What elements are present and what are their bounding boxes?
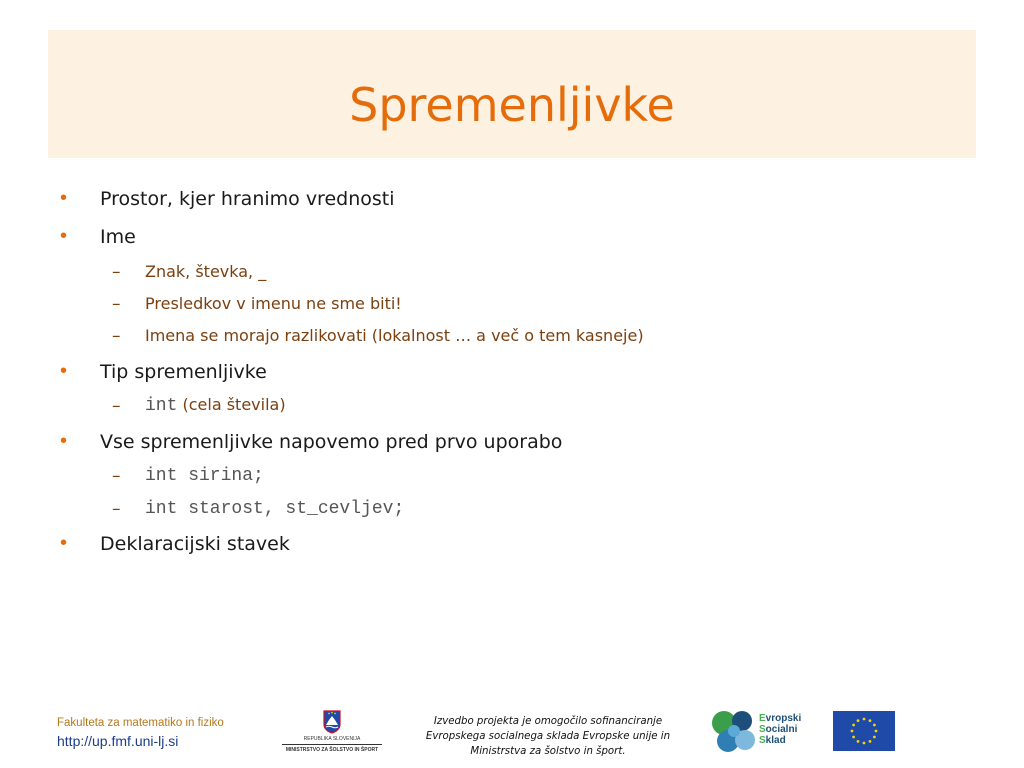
bullet-icon: • [60,430,68,452]
subitem-text: (cela števila) [177,395,286,414]
ministry-logo [280,710,384,758]
slide-title: Spremenljivke [349,78,675,132]
bullet-icon: • [60,187,68,209]
dash-icon: – [112,326,121,346]
list-subitem: Znak, števka, _ [145,262,267,281]
dash-icon: – [112,262,121,282]
dash-icon: – [112,396,121,416]
bullet-icon: • [60,360,68,382]
dash-icon: – [112,499,121,519]
eu-star-icon [857,740,860,743]
eu-star-icon [863,742,866,745]
funding-note [404,714,692,759]
list-item: Ime [100,226,136,248]
esf-line3: klad [765,735,786,746]
eu-star-icon [852,724,855,727]
ministry-logo-divider [282,744,382,745]
list-subitem [145,498,404,519]
eu-star-icon [873,724,876,727]
esf-logo [712,709,812,753]
ministry-logo-name: MINISTRSTVO ZA ŠOLSTVO IN ŠPORT [285,747,379,753]
bullet-icon: • [60,225,68,247]
eu-star-icon [869,719,872,722]
esf-logo-text: Evropski Socialni Sklad [759,713,802,746]
eu-star-icon [875,730,878,733]
eu-star-icon [852,736,855,739]
funding-note-line: Ministrstva za šolstvo in šport. [470,746,626,757]
code-text: int sirina; [145,466,264,486]
faculty-url[interactable]: http://up.fmf.uni-lj.si [57,733,179,749]
eu-star-icon [851,730,854,733]
faculty-name: Fakulteta za matematiko in fiziko [57,717,224,729]
eu-star-icon [857,719,860,722]
dash-icon: – [112,466,121,486]
code-text: int starost, st_cevljev; [145,499,405,519]
funding-note-line: Evropskega socialnega sklada Evropske unije in [425,731,671,742]
list-item: Deklaracijski stavek [100,533,290,555]
list-subitem: Presledkov v imenu ne sme biti! [145,294,402,313]
esf-logo-icon [712,709,756,753]
list-subitem: Imena se morajo razlikovati (lokalnost … a več o tem kasneje) [145,326,644,345]
eu-star-icon [873,736,876,739]
dash-icon: – [112,294,121,314]
funding-note-line: Izvedbo projekta je omogočilo sofinanciranje [433,716,663,727]
code-text: int [145,396,178,416]
eu-star-icon [869,740,872,743]
bullet-icon: • [60,532,68,554]
eu-star-icon [863,718,866,721]
list-item: Prostor, kjer hranimo vrednosti [100,188,395,210]
list-subitem [145,465,264,486]
slovenia-crest-icon [323,710,341,734]
esf-line2: ocialni [765,724,798,735]
footer [0,700,1024,768]
esf-line1: vropski [765,713,802,724]
ministry-logo-republic: REPUBLIKA SLOVENIJA [303,736,361,742]
list-item: Tip spremenljivke [100,361,267,383]
list-subitem [145,395,286,416]
list-item: Vse spremenljivke napovemo pred prvo uporabo [100,431,563,453]
eu-flag-icon [832,710,896,752]
